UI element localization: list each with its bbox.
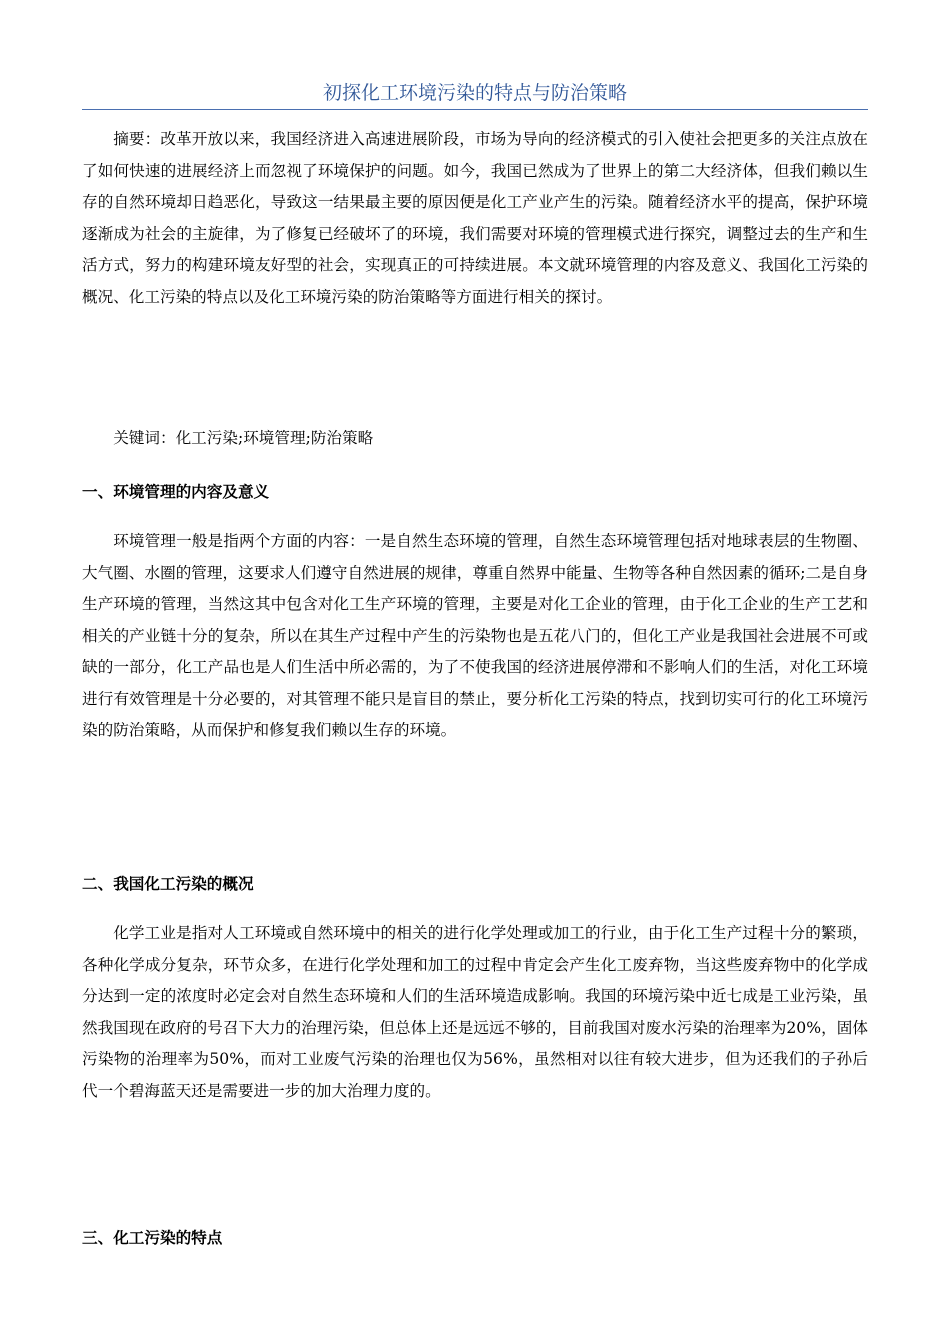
section-heading-2: 二、我国化工污染的概况 xyxy=(82,874,254,893)
keywords-line: 关键词：化工污染;环境管理;防治策略 xyxy=(113,429,374,447)
section-heading-1: 一、环境管理的内容及意义 xyxy=(82,482,270,501)
section-body-2: 化学工业是指对人工环境或自然环境中的相关的进行化学处理或加工的行业，由于化工生产过程十分的繁琐，各种化学成分复杂，环节众多，在进行化学处理和加工的过程中肯定会产生化工废弃物，当这些废弃物中的化学成分达到一定的浓度时必定会对自然生态环境和人们的生活环境造成影响。我国的环境污染中近七成是工业污染，虽然我国现在政府的号召下大力的治理污染，但总体上还是远远不够的，目前我国对废水污染的治理率为20%，固体污染物的治理率为50%，而对工业废气污染的治理也仅为56%，虽然相对以往有较大进步，但为还我们的子孙后代一个碧海蓝天还是需要进一步的加大治理力度的。 xyxy=(82,924,868,1100)
section-body-1: 环境管理一般是指两个方面的内容：一是自然生态环境的管理，自然生态环境管理包括对地球表层的生物圈、大气圈、水圈的管理，这要求人们遵守自然进展的规律，尊重自然界中能量、生物等各种自然因素的循环;二是自身生产环境的管理，当然这其中包含对化工生产环境的管理，主要是对化工企业的管理，由于化工企业的生产工艺和相关的产业链十分的复杂，所以在其生产过程中产生的污染物也是五花八门的，但化工产业是我国社会进展不可或缺的一部分，化工产品也是人们生活中所必需的，为了不使我国的经济进展停滞和不影响人们的生活，对化工环境进行有效管理是十分必要的，对其管理不能只是盲目的禁止，要分析化工污染的特点，找到切实可行的化工环境污染的防治策略，从而保护和修复我们赖以生存的环境。 xyxy=(82,532,868,739)
document-title: 初探化工环境污染的特点与防治策略 xyxy=(322,82,627,104)
title-underline xyxy=(82,109,868,110)
section-heading-3: 三、化工污染的特点 xyxy=(82,1228,223,1247)
abstract-paragraph: 摘要：改革开放以来，我国经济进入高速进展阶段，市场为导向的经济模式的引入使社会把更多的关注点放在了如何快速的进展经济上而忽视了环境保护的问题。如今，我国已然成为了世界上的第二大经济体，但我们赖以生存的自然环境却日趋恶化，导致这一结果最主要的原因便是化工产业产生的污染。随着经济水平的提高，保护环境逐渐成为社会的主旋律，为了修复已经破坏了的环境，我们需要对环境的管理模式进行探究，调整过去的生产和生活方式，努力的构建环境友好型的社会，实现真正的可持续进展。本文就环境管理的内容及意义、我国化工污染的概况、化工污染的特点以及化工环境污染的防治策略等方面进行相关的探讨。 xyxy=(82,130,868,306)
